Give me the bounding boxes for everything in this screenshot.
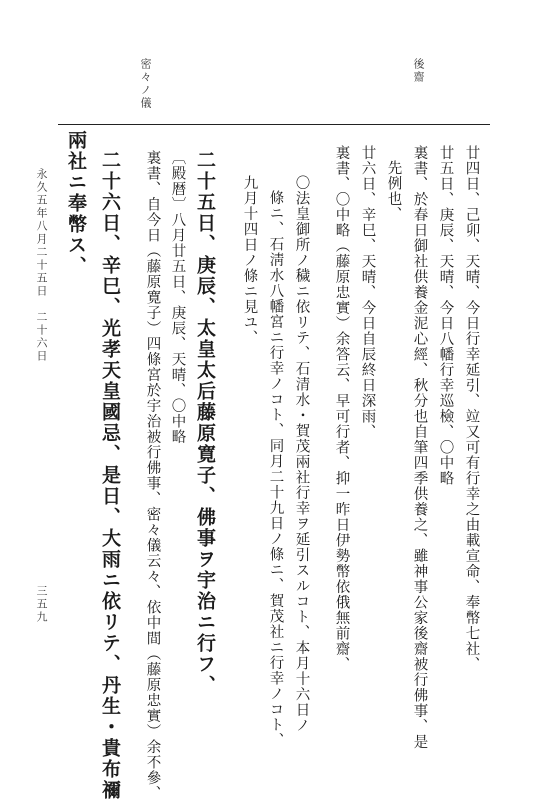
text-column-2: 廿五日、庚辰、天晴、今日八幡行幸巡檢、〇中略	[437, 145, 454, 486]
text-column-7: 〇法皇御所ノ穢ニ依リテ、石清水・賀茂兩社行幸ヲ延引スルコト、本月十六日ノ	[293, 175, 310, 733]
running-head-left: 密々ノ儀	[139, 58, 152, 110]
text-column-6: 裏書、〇中略（藤原忠實）余答云、早可行者、抑一昨日伊勢幣依俄無前齋、	[333, 145, 350, 672]
text-column-5: 廿六日、辛巳、天晴、今日自辰終日深雨、	[359, 145, 376, 440]
text-column-4: 先例也、	[385, 160, 402, 222]
text-column-1: 廿四日、己卯、天晴、今日行幸延引、竝又可有行幸之由載宣命、奉幣七社、	[463, 145, 480, 672]
text-column-10: 二十五日、庚辰、太皇太后藤原寛子、佛事ヲ宇治ニ行フ、	[194, 150, 216, 696]
text-column-3: 裏書、於春日御社供養金泥心經、秋分也自筆四季供養之、雖神事公家後齋被行佛事、是	[411, 145, 428, 750]
text-column-14: 兩社ニ奉幣ス、	[65, 130, 87, 277]
header-rule	[58, 124, 490, 125]
margin-date: 永久五年八月二十五日 二十六日	[35, 168, 48, 363]
text-column-8: 條ニ、石淸水八幡宮ニ行幸ノコト、同月二十九日ノ條ニ、賀茂社ニ行幸ノコト、	[267, 190, 284, 748]
text-column-12: 裏書、自今日（藤原寛子）四條宮於宇治被行佛事、密々儀云々、依中間（藤原忠實）余不參、	[144, 150, 161, 801]
text-column-9: 九月十四日ノ條ニ見ユ、	[241, 175, 258, 346]
text-column-11: 〔殿暦〕八月廿五日、庚辰、天晴、〇中略	[169, 150, 186, 445]
running-head-right: 後齋	[412, 58, 425, 84]
page-number: 三五九	[35, 585, 48, 624]
text-column-13: 二十六日、辛巳、光孝天皇國忌、是日、大雨ニ依リテ、丹生・貴布禰	[99, 150, 121, 801]
